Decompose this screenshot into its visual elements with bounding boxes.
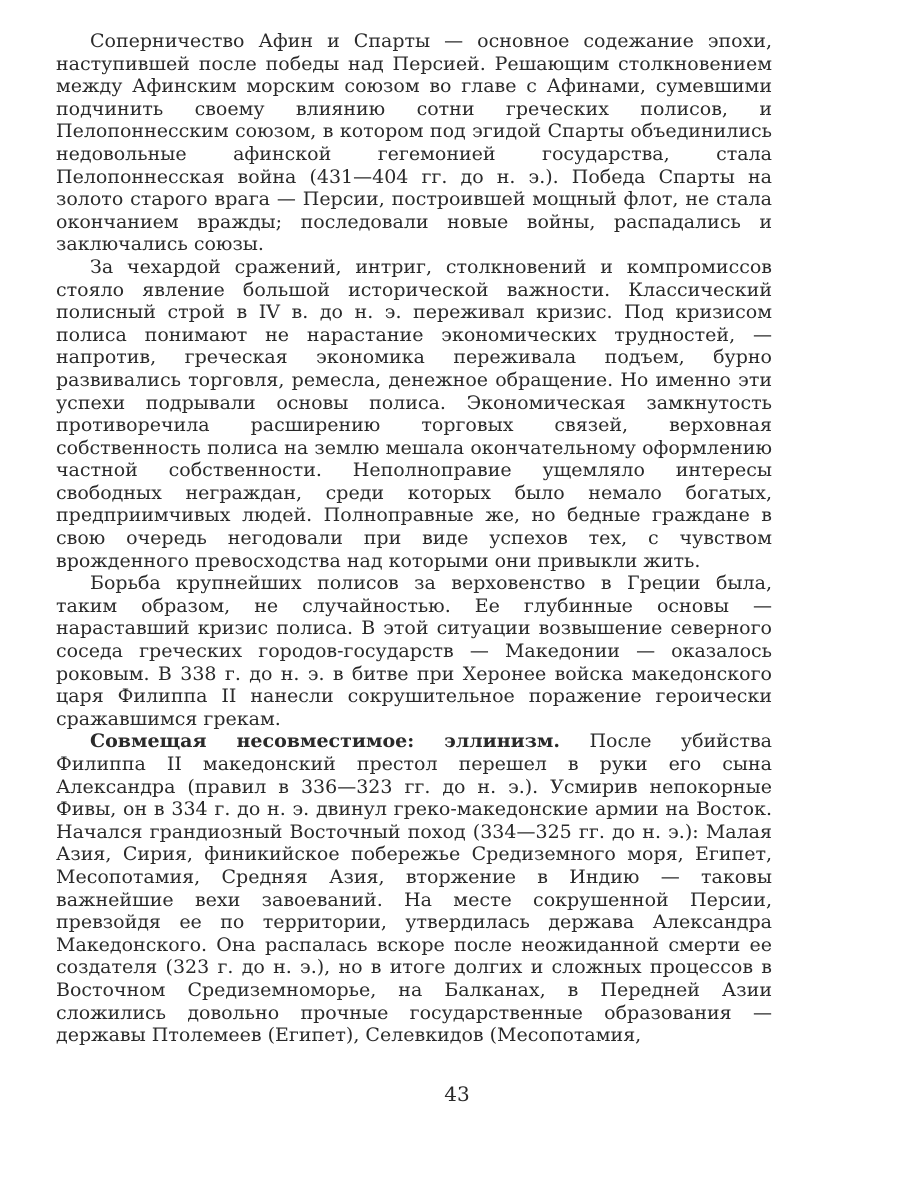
paragraph-4 bbox=[56, 730, 772, 1046]
paragraph-3 bbox=[56, 572, 772, 730]
section-heading-hellenism: Совмещая несовместимое: эллинизм. bbox=[90, 730, 560, 753]
paragraph-1-text: Соперничество Афин и Спарты — основное содежание эпохи, наступившей после победы над Персией. Решающим столкновением между Афинским морским союзом во главе с Афинами, сумевшими подчинить своему влиянию сотни греческих полисов, и Пелопоннесским союзом, в котором под эгидой Спарты объединились недовольные афинской гегемонией государства, стала Пелопоннесская война (431—404 гг. до н. э.). Победа Спарты на золото старого врага — Персии, построившей мощный флот, не стала окончанием вражды; последовали новые войны, распадались и заключались союзы. bbox=[56, 30, 772, 256]
paragraph-2 bbox=[56, 256, 772, 572]
paragraph-4-text: После убийства Филиппа II македонский престол перешел в руки его сына Александра (правил в 336—323 гг. до н. э.). Усмирив непокорные Фивы, он в 334 г. до н. э. двинул греко-македонские армии на Восток. Начался грандиозный Восточный поход (334—325 гг. до н. э.): Малая Азия, Сирия, финикийское побережье Средиземного моря, Египет, Месопотамия, Средняя Азия, вторжение в Индию — таковы важнейшие вехи завоеваний. На месте сокрушенной Персии, превзойдя ее по территории, утвердилась держава Александра Македонского. Она распалась вскоре после неожиданной смерти ее создателя (323 г. до н. э.), но в итоге долгих и сложных процессов в Восточном Средиземноморье, на Балканах, в Передней Азии сложились довольно прочные государственные образования — державы Птолемеев (Египет), Селевкидов (Месопотамия, bbox=[56, 730, 773, 1047]
paragraph-1 bbox=[56, 30, 772, 256]
paragraph-3-text: Борьба крупнейших полисов за верховенство в Греции была, таким образом, не случайностью. Ее глубинные основы — нараставший кризис полиса. В этой ситуации возвышение северного соседа греческих городов-государств — Македонии — оказалось роковым. В 338 г. до н. э. в битве при Херонее войска македонского царя Филиппа II нанесли сокрушительное поражение героически сражавшимся грекам. bbox=[56, 572, 772, 730]
page-body bbox=[56, 30, 772, 1047]
page-number: 43 bbox=[444, 1082, 470, 1106]
paragraph-2-text: За чехардой сражений, интриг, столкновений и компромиссов стояло явление большой исторической важности. Классический полисный строй в IV в. до н. э. переживал кризис. Под кризисом полиса понимают не нарастание экономических трудностей, — напротив, греческая экономика переживала подъем, бурно развивались торговля, ремесла, денежное обращение. Но именно эти успехи подрывали основы полиса. Экономическая замкнутость противоречила расширению торговых связей, верховная собственность полиса на землю мешала окончательному оформлению частной собственности. Неполноправие ущемляло интересы свободных неграждан, среди которых было немало богатых, предприимчивых людей. Полноправные же, но бедные граждане в свою очередь негодовали при виде успехов тех, с чувством врожденного превосходства над которыми они привыкли жить. bbox=[56, 255, 772, 572]
